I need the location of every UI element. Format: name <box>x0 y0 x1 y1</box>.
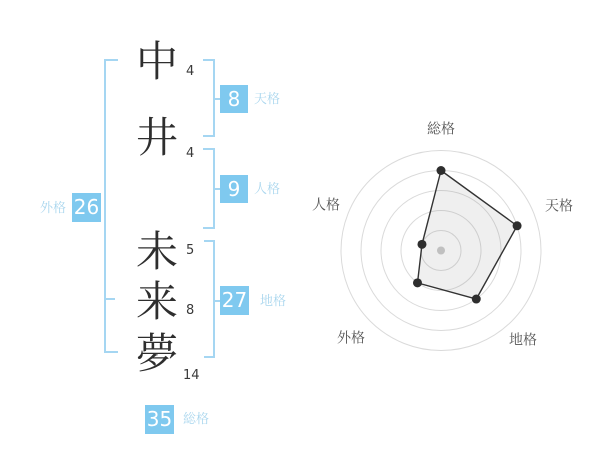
name-character-1: 中 <box>135 37 178 86</box>
radar-data-point <box>472 295 481 304</box>
radar-data-point <box>417 240 426 249</box>
name-character-3: 未 <box>135 227 178 276</box>
radar-data-point <box>513 221 522 230</box>
radar-data-polygon <box>418 171 518 300</box>
name-character-2: 井 <box>135 113 178 162</box>
name-character-4: 来 <box>135 277 178 326</box>
chikaku-label: 地格 <box>260 294 287 309</box>
tenkaku-value-badge: 8 <box>220 85 248 113</box>
radar-data-point <box>437 166 446 175</box>
radar-axis-label: 総格 <box>427 121 455 138</box>
stroke-count-3: 5 <box>186 243 195 258</box>
jinkaku-label: 人格 <box>254 182 281 197</box>
gaikaku-bracket <box>104 59 118 353</box>
stroke-count-5: 14 <box>183 368 200 383</box>
radar-chart-svg <box>300 108 600 370</box>
gaikaku-value-badge: 26 <box>72 193 101 222</box>
jinkaku-value-badge: 9 <box>220 175 248 203</box>
chikaku-bracket <box>204 240 215 358</box>
name-character-5: 夢 <box>135 329 178 378</box>
tenkaku-label: 天格 <box>254 92 281 107</box>
stroke-count-1: 4 <box>186 64 195 79</box>
soukaku-value-badge: 35 <box>145 405 174 434</box>
radar-axis-label: 地格 <box>509 332 537 349</box>
gaikaku-bracket-tick <box>104 298 115 300</box>
stroke-count-4: 8 <box>186 303 195 318</box>
radar-chart <box>300 108 600 370</box>
gaikaku-label: 外格 <box>40 201 67 216</box>
radar-axis-label: 天格 <box>545 198 573 215</box>
radar-data-point <box>413 278 422 287</box>
radar-axis-label: 人格 <box>312 197 340 214</box>
stroke-count-2: 4 <box>186 146 195 161</box>
soukaku-label: 総格 <box>183 412 210 427</box>
radar-axis-label: 外格 <box>337 330 365 347</box>
chikaku-value-badge: 27 <box>220 286 249 315</box>
